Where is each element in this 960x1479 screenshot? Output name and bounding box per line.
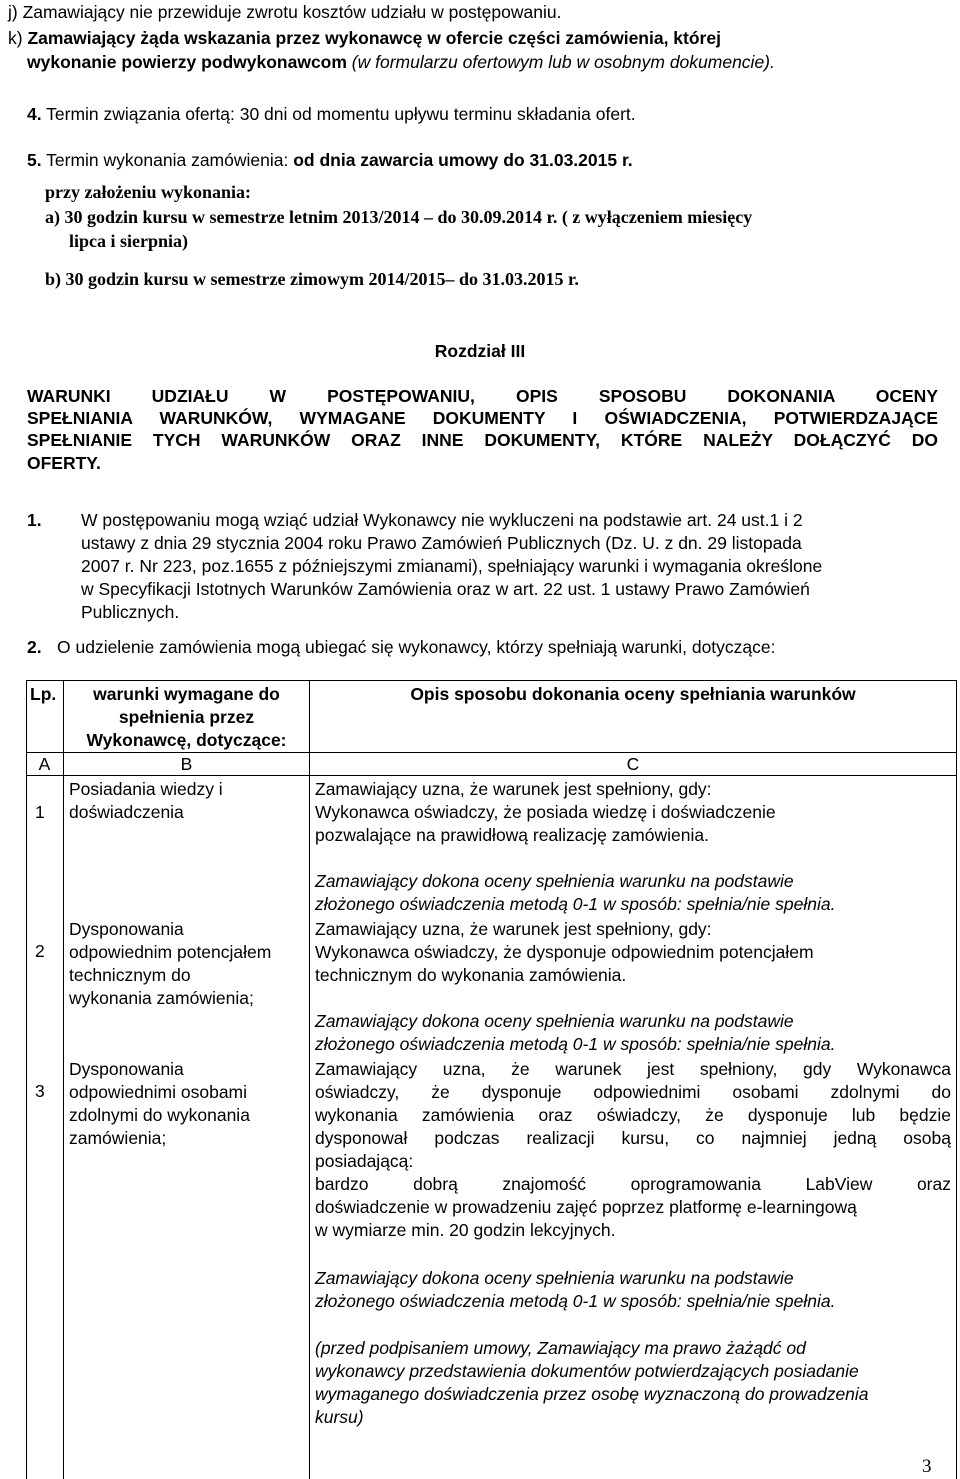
table-border-top bbox=[26, 680, 957, 681]
row3-cond-line4: zamówienia; bbox=[69, 1128, 167, 1148]
item-b-line: b) 30 godzin kursu w semestrze zimowym 2014/2015– do 31.03.2015 r. bbox=[45, 269, 579, 289]
row1-cond-line1: Posiadania wiedzy i bbox=[69, 779, 223, 799]
p2-number: 2. bbox=[27, 637, 42, 657]
p1-number: 1. bbox=[27, 510, 42, 530]
p1-line2: ustawy z dnia 29 stycznia 2004 roku Prawo Zamówień Publicznych (Dz. U. z dn. 29 listopada bbox=[81, 533, 802, 553]
clause-k-prefix: k) bbox=[8, 28, 28, 48]
section-5-bold: od dnia zawarcia umowy do 31.03.2015 r. bbox=[293, 150, 633, 170]
item-a-line2: lipca i sierpnia) bbox=[69, 231, 189, 251]
row3-note-line1: (przed podpisaniem umowy, Zamawiający ma prawo żażądć od bbox=[315, 1338, 806, 1358]
chapter-heading-line1: WARUNKI UDZIAŁU W POSTĘPOWANIU, OPIS SPOSOBU DOKONANIA OCENY bbox=[27, 386, 938, 406]
row2-cond-line4: wykonania zamówienia; bbox=[69, 988, 254, 1008]
row2-desc-line3: technicznym do wykonania zamówienia. bbox=[315, 965, 627, 985]
row3-cond-line1: Dysponowania bbox=[69, 1059, 184, 1079]
row3-note-line4: kursu) bbox=[315, 1407, 364, 1427]
chapter-heading-line4: OFERTY. bbox=[27, 453, 101, 473]
row1-desc-line2: Wykonawca oświadczy, że posiada wiedzę i doświadczenie bbox=[315, 802, 776, 822]
header-cond-line2: spełnienia przez bbox=[118, 707, 255, 727]
assumption-label: przy założeniu wykonania: bbox=[45, 182, 252, 202]
section-5-number: 5. bbox=[27, 150, 42, 170]
row3-desc-line7: doświadczenie w prowadzeniu zajęć poprzez platformę e-learningową bbox=[315, 1197, 857, 1217]
row1-eval-line2: złożonego oświadczenia metodą 0-1 w sposób: spełnia/nie spełnia. bbox=[315, 894, 836, 914]
row2-cond-line3: technicznym do bbox=[69, 965, 191, 985]
row2-cond-line1: Dysponowania bbox=[69, 919, 184, 939]
row3-cond-line3: zdolnymi do wykonania bbox=[69, 1105, 250, 1125]
header-cond-line1: warunki wymagane do bbox=[93, 684, 280, 704]
row3-desc-line5: posiadającą: bbox=[315, 1151, 414, 1171]
chapter-heading-line2: SPEŁNIANIA WARUNKÓW, WYMAGANE DOKUMENTY I OŚWIADCZENIA, POTWIERDZAJĄCE bbox=[27, 408, 938, 428]
section-4-text: Termin związania ofertą: 30 dni od momentu upływu terminu składania ofert. bbox=[41, 104, 636, 124]
section-4-number: 4. bbox=[27, 104, 42, 124]
clause-j: j) Zamawiający nie przewiduje zwrotu kosztów udziału w postępowaniu. bbox=[8, 2, 562, 22]
row3-desc-line3: wykonania zamówienia oraz oświadczy, że dysponuje lub będzie bbox=[315, 1105, 951, 1125]
header-cond-line3: Wykonawcę, dotyczące: bbox=[86, 730, 287, 750]
column-letter-c: C bbox=[626, 754, 640, 774]
chapter-heading-line3: SPEŁNIANIE TYCH WARUNKÓW ORAZ INNE DOKUMENTY, KTÓRE NALEŻY DOŁĄCZYĆ DO bbox=[27, 430, 938, 450]
chapter-title: Rozdział III bbox=[434, 341, 526, 361]
row3-desc-line1: Zamawiający uzna, że warunek jest spełniony, gdy Wykonawca bbox=[315, 1059, 951, 1079]
p1-line1: W postępowaniu mogą wziąć udział Wykonawcy nie wykluczeni na podstawie art. 24 ust.1 i 2 bbox=[81, 510, 803, 530]
row1-cond-line2: doświadczenia bbox=[69, 802, 184, 822]
clause-k-line1 bbox=[8, 27, 721, 49]
section-5-text: Termin wykonania zamówienia: bbox=[41, 150, 294, 170]
clause-k2-bold: wykonanie powierzy podwykonawcom bbox=[27, 52, 347, 72]
p2-text: O udzielenie zamówienia mogą ubiegać się wykonawcy, którzy spełniają warunki, dotyczące: bbox=[57, 637, 776, 657]
p1-line4: w Specyfikacji Istotnych Warunków Zamówienia oraz w art. 22 ust. 1 ustawy Prawo Zamówień bbox=[81, 579, 810, 599]
row3-desc-line8: w wymiarze min. 20 godzin lekcyjnych. bbox=[315, 1220, 616, 1240]
row3-eval-line1: Zamawiający dokona oceny spełnienia warunku na podstawie bbox=[315, 1268, 794, 1288]
row3-desc-line2: oświadczy, że dysponuje odpowiednimi osobami zdolnymi do bbox=[315, 1082, 951, 1102]
p1-line5: Publicznych. bbox=[81, 602, 180, 622]
page-number: 3 bbox=[922, 1456, 932, 1477]
row2-desc-line2: Wykonawca oświadczy, że dysponuje odpowiednim potencjałem bbox=[315, 942, 814, 962]
row2-cond-line2: odpowiednim potencjałem bbox=[69, 942, 272, 962]
column-letter-a: A bbox=[38, 754, 51, 774]
section-4 bbox=[27, 103, 636, 125]
column-letter-b: B bbox=[180, 754, 193, 774]
row3-desc-line6: bardzo dobrą znajomość oprogramowania LabView oraz bbox=[315, 1174, 951, 1194]
row3-eval-line2: złożonego oświadczenia metodą 0-1 w sposób: spełnia/nie spełnia. bbox=[315, 1291, 836, 1311]
table-border-right bbox=[956, 680, 957, 1479]
row3-number: 3 bbox=[35, 1081, 45, 1101]
header-lp: Lp. bbox=[30, 684, 57, 704]
row1-eval-line1: Zamawiający dokona oceny spełnienia warunku na podstawie bbox=[315, 871, 794, 891]
section-5 bbox=[27, 149, 633, 171]
row3-desc-line4: dysponował podczas realizacji kursu, co najmniej jedną osobą bbox=[315, 1128, 951, 1148]
clause-k-bold: Zamawiający żąda wskazania przez wykonawcę w ofercie części zamówienia, której bbox=[27, 28, 721, 48]
row2-desc-line1: Zamawiający uzna, że warunek jest spełniony, gdy: bbox=[315, 919, 712, 939]
table-border-left bbox=[26, 680, 27, 1479]
row3-note-line2: wykonawcy przedstawienia dokumentów potwierdzających posiadanie bbox=[315, 1361, 859, 1381]
p1-line3: 2007 r. Nr 223, poz.1655 z późniejszymi zmianami), spełniający warunki i wymagania określone bbox=[81, 556, 823, 576]
row1-number: 1 bbox=[35, 802, 45, 822]
clause-k2-italic: (w formularzu ofertowym lub w osobnym dokumencie). bbox=[346, 52, 775, 72]
row2-number: 2 bbox=[35, 941, 45, 961]
row3-cond-line2: odpowiednimi osobami bbox=[69, 1082, 248, 1102]
table-divider-2 bbox=[309, 680, 310, 1479]
row3-note-line3: wymaganego doświadczenia przez osobę wyznaczoną do prowadzenia bbox=[315, 1384, 869, 1404]
row1-desc-line1: Zamawiający uzna, że warunek jest spełniony, gdy: bbox=[315, 779, 712, 799]
header-desc: Opis sposobu dokonania oceny spełniania warunków bbox=[410, 684, 856, 704]
row2-eval-line2: złożonego oświadczenia metodą 0-1 w sposób: spełnia/nie spełnia. bbox=[315, 1034, 836, 1054]
table-divider-1 bbox=[63, 680, 64, 1479]
item-a-line1: a) 30 godzin kursu w semestrze letnim 2013/2014 – do 30.09.2014 r. ( z wyłączeniem miesięcy bbox=[45, 207, 753, 227]
row2-eval-line1: Zamawiający dokona oceny spełnienia warunku na podstawie bbox=[315, 1011, 794, 1031]
row1-desc-line3: pozwalające na prawidłową realizację zamówienia. bbox=[315, 825, 709, 845]
clause-k-line2 bbox=[27, 51, 775, 73]
